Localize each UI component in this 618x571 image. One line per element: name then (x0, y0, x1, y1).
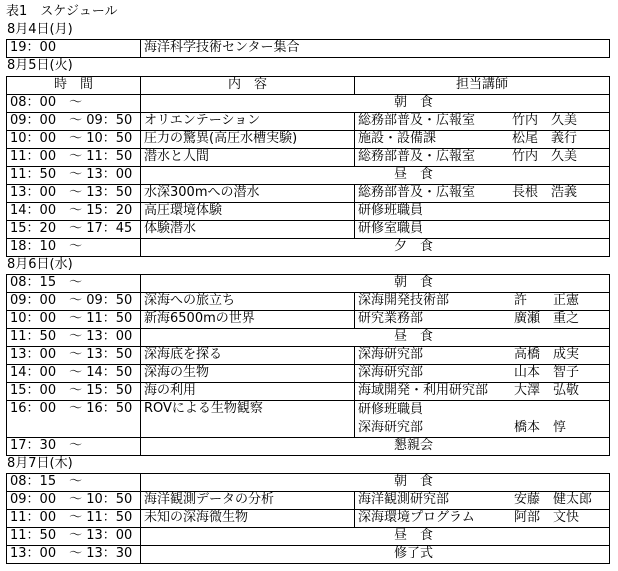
dept: 研修室職員 (358, 221, 424, 236)
time-cell: 19：00 (7, 40, 141, 58)
dept: 研究業務部 (358, 311, 424, 326)
header-content: 内 容 (141, 77, 355, 95)
instructor-name: 竹内 久美 (512, 113, 578, 128)
instructor-name: 許 正憲 (514, 293, 580, 308)
day3-table (6, 274, 610, 456)
dept: 研修班職員 (358, 402, 424, 417)
time-cell: 17：30 ～ (7, 438, 141, 456)
dept: 総務部普及・広報室 (358, 149, 476, 164)
time-cell: 09：00 ～ 09：50 (7, 113, 141, 131)
content-cell: 深海への旅立ち (141, 293, 355, 311)
table-row (7, 203, 610, 221)
table-row (7, 221, 610, 239)
dept: 深海研究部 (358, 420, 424, 435)
instructor-name: 竹内 久美 (512, 149, 578, 164)
time-cell: 09：00 ～ 10：50 (7, 492, 141, 510)
day-heading: 8月4日(月) (7, 22, 73, 37)
meal-cell: 朝 食 (141, 275, 610, 293)
instructor-cell (355, 492, 610, 510)
instructor-cell (355, 293, 610, 311)
content-cell: 海の利用 (141, 383, 355, 401)
time-cell: 08：15 ～ (7, 474, 141, 492)
dept: 海域開発・利用研究部 (358, 383, 489, 398)
table-row (7, 167, 610, 185)
instructor-name: 高橋 成実 (514, 347, 580, 362)
content-cell: 海洋科学技術センター集合 (141, 40, 610, 58)
instructor-name: 橋本 惇 (514, 420, 567, 435)
table-row (7, 401, 610, 438)
instructor-cell (355, 149, 610, 167)
time-cell: 18：10 ～ (7, 239, 141, 257)
content-cell: 未知の深海微生物 (141, 510, 355, 528)
time-cell: 14：00 ～ 15：20 (7, 203, 141, 221)
time-cell: 15：00 ～ 15：50 (7, 383, 141, 401)
instructor-cell (355, 401, 610, 438)
dept: 深海開発技術部 (358, 293, 450, 308)
day2-table (6, 76, 610, 257)
header-time: 時 間 (7, 77, 141, 95)
time-cell: 09：00 ～ 09：50 (7, 293, 141, 311)
time-cell: 14：00 ～ 14：50 (7, 365, 141, 383)
dept: 深海環境プログラム (358, 510, 475, 525)
dept: 研修班職員 (358, 203, 424, 218)
table-row (7, 95, 610, 113)
table-row (7, 311, 610, 329)
content-cell: ROVによる生物観察 (141, 401, 355, 438)
table-row (7, 492, 610, 510)
time-cell: 08：15 ～ (7, 275, 141, 293)
instructor-cell (355, 131, 610, 149)
table-row (7, 40, 610, 58)
day1-table (6, 39, 610, 58)
time-cell: 13：00 ～ 13：30 (7, 546, 141, 564)
instructor-cell (355, 185, 610, 203)
table-row (7, 510, 610, 528)
content-cell: オリエンテーション (141, 113, 355, 131)
table-row (7, 546, 610, 564)
table-row (7, 365, 610, 383)
instructor-name: 山本 智子 (514, 365, 580, 380)
meal-cell: 懇親会 (141, 438, 610, 456)
table-title: 表1 スケジュール (6, 4, 118, 19)
header-row (7, 77, 610, 95)
instructor-cell (355, 383, 610, 401)
instructor-cell (355, 510, 610, 528)
dept: 総務部普及・広報室 (358, 113, 476, 128)
table-row (7, 438, 610, 456)
instructor-cell (355, 311, 610, 329)
table-row (7, 275, 610, 293)
meal-cell: 夕 食 (141, 239, 610, 257)
dept: 海洋観測研究部 (358, 492, 450, 507)
table-row (7, 383, 610, 401)
table-row (7, 347, 610, 365)
table-row (7, 293, 610, 311)
dept: 深海研究部 (358, 347, 424, 362)
time-cell: 10：00 ～ 11：50 (7, 311, 141, 329)
content-cell: 深海の生物 (141, 365, 355, 383)
day-heading: 8月7日(木) (7, 456, 73, 471)
meal-cell: 昼 食 (141, 167, 610, 185)
content-cell: 深海底を探る (141, 347, 355, 365)
day-heading: 8月5日(火) (7, 58, 73, 73)
header-instructor: 担当講師 (355, 77, 610, 95)
content-cell: 海洋観測データの分析 (141, 492, 355, 510)
time-cell: 13：00 ～ 13：50 (7, 347, 141, 365)
table-row (7, 113, 610, 131)
day-heading: 8月6日(水) (7, 257, 73, 272)
time-cell: 11：00 ～ 11：50 (7, 510, 141, 528)
content-cell: 体験潜水 (141, 221, 355, 239)
table-row (7, 131, 610, 149)
table-row (7, 474, 610, 492)
table-row (7, 528, 610, 546)
dept: 深海研究部 (358, 365, 424, 380)
ceremony-cell: 修了式 (141, 546, 610, 564)
instructor-name: 阿部 文快 (514, 510, 580, 525)
time-cell: 11：00 ～ 11：50 (7, 149, 141, 167)
content-cell: 高圧環境体験 (141, 203, 355, 221)
table-row (7, 329, 610, 347)
time-cell: 11：50 ～ 13：00 (7, 528, 141, 546)
content-cell: 水深300mへの潜水 (141, 185, 355, 203)
time-cell: 11：50 ～ 13：00 (7, 167, 141, 185)
instructor-cell (355, 203, 610, 221)
table-row (7, 185, 610, 203)
time-cell: 15：20 ～ 17：45 (7, 221, 141, 239)
time-cell: 11：50 ～ 13：00 (7, 329, 141, 347)
instructor-cell (355, 113, 610, 131)
instructor-name: 松尾 義行 (512, 131, 578, 146)
time-cell: 08：00 ～ (7, 95, 141, 113)
time-cell: 10：00 ～ 10：50 (7, 131, 141, 149)
instructor-cell (355, 365, 610, 383)
instructor-cell (355, 347, 610, 365)
instructor-name: 大澤 弘敬 (514, 383, 580, 398)
meal-cell: 昼 食 (141, 329, 610, 347)
day4-table (6, 473, 610, 564)
content-cell: 圧力の驚異(高圧水槽実験) (141, 131, 355, 149)
meal-cell: 朝 食 (141, 95, 610, 113)
table-row (7, 239, 610, 257)
instructor-name: 廣瀬 重之 (514, 311, 580, 326)
dept: 総務部普及・広報室 (358, 185, 476, 200)
instructor-cell (355, 221, 610, 239)
dept: 施設・設備課 (358, 131, 437, 146)
meal-cell: 昼 食 (141, 528, 610, 546)
instructor-name: 長根 浩義 (512, 185, 578, 200)
content-cell: 潜水と人間 (141, 149, 355, 167)
time-cell: 13：00 ～ 13：50 (7, 185, 141, 203)
meal-cell: 朝 食 (141, 474, 610, 492)
table-row (7, 149, 610, 167)
instructor-name: 安藤 健太郎 (514, 492, 593, 507)
time-cell: 16：00 ～ 16：50 (7, 401, 141, 438)
content-cell: 新海6500mの世界 (141, 311, 355, 329)
